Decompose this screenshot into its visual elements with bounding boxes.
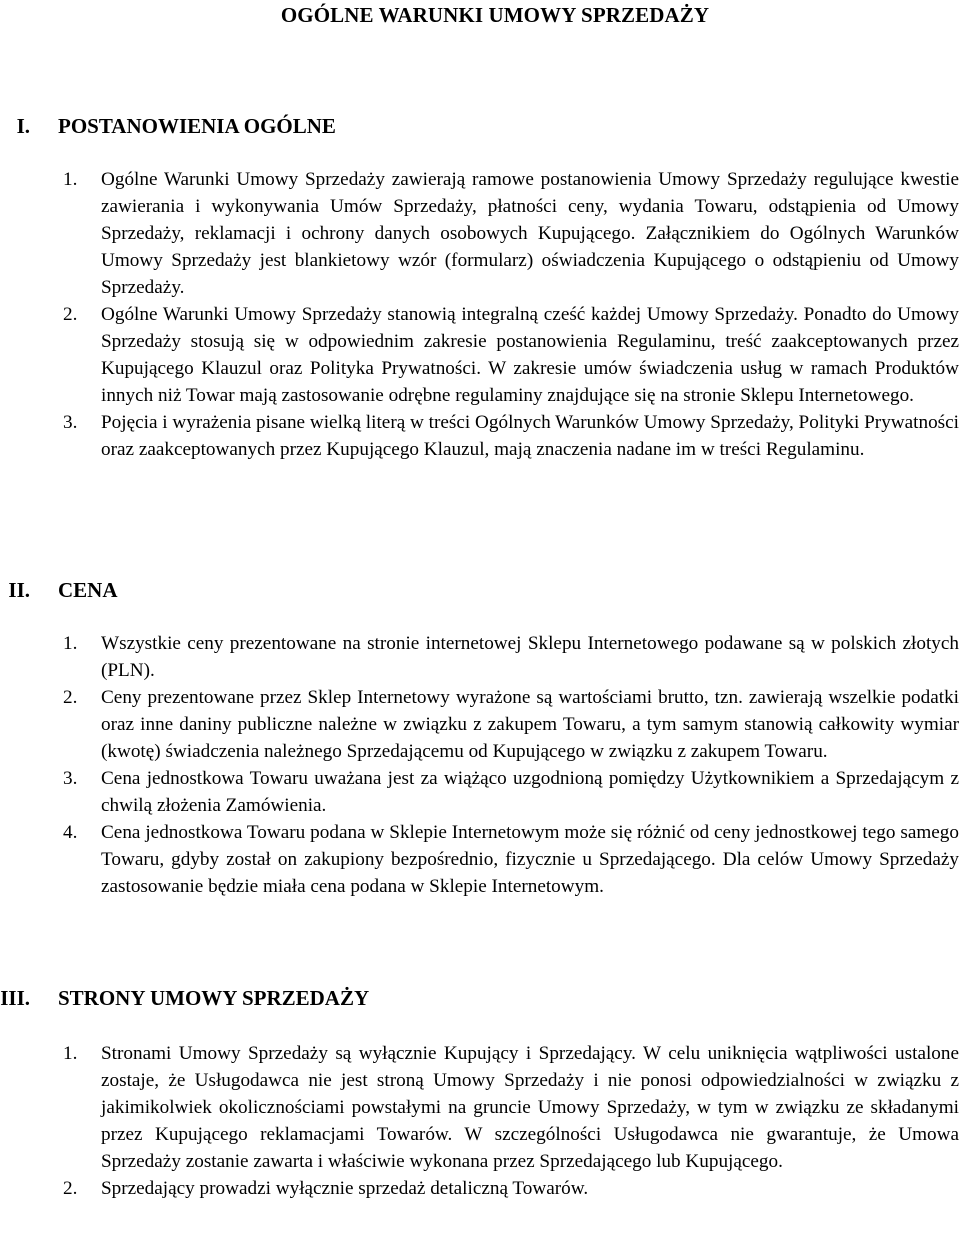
item-text: Stronami Umowy Sprzedaży są wyłącznie Kupujący i Sprzedający. W celu uniknięcia wątpliwości ustalone zostaje, że Usługodawca nie jest stroną Umowy Sprzedaży i nie ponosi odpowiedzialności w związku z jakimikolwiek okolicznościami powstałymi na gruncie Umowy Sprzedaży, w tym w związku ze składanymi przez Kupującego reklamacjami Towarów. W szczególności Usługodawca nie gwarantuje, że Umowa Sprzedaży zostanie zawarta i właściwie wykonana przez Sprzedającego lub Kupującego. xyxy=(101,1043,959,1172)
list-item xyxy=(0,1175,959,1202)
item-text: Sprzedający prowadzi wyłącznie sprzedaż detaliczną Towarów. xyxy=(101,1178,589,1199)
list-item xyxy=(0,819,959,900)
item-number: 2. xyxy=(63,304,78,325)
item-text: Ceny prezentowane przez Sklep Internetowy wyrażone są wartościami brutto, tzn. zawierają wszelkie podatki oraz inne daniny publiczne należne w związku z zakupem Towaru, a tym samym stanowią całkowity wymiar (kwotę) świadczenia należnego Sprzedającemu od Kupującego w związku z zakupem Towaru. xyxy=(101,687,959,762)
item-number: 1. xyxy=(63,1043,78,1064)
item-number: 3. xyxy=(63,412,78,433)
section-heading xyxy=(0,576,960,604)
list-item xyxy=(0,166,959,301)
item-number: 1. xyxy=(63,169,78,190)
section-heading xyxy=(0,112,960,140)
item-number: 3. xyxy=(63,768,78,789)
list-item xyxy=(0,765,959,819)
list-item xyxy=(0,1040,959,1175)
item-number: 2. xyxy=(63,1178,78,1199)
section-heading xyxy=(0,984,960,1012)
item-text: Ogólne Warunki Umowy Sprzedaży zawierają ramowe postanowienia Umowy Sprzedaży regulujące kwestie zawierania i wykonywania Umów Sprzedaży, płatności ceny, wydania Towaru, odstąpienia od Umowy Sprzedaży, reklamacji i ochrony danych osobowych Kupującego. Załącznikiem do Ogólnych Warunków Umowy Sprzedaży jest blankietowy wzór (formularz) oświadczenia Kupującego o odstąpieniu od Umowy Sprzedaży. xyxy=(101,169,959,298)
item-number: 1. xyxy=(63,633,78,654)
section-number: III. xyxy=(0,986,30,1010)
item-number: 4. xyxy=(63,822,78,843)
section-title: CENA xyxy=(58,578,118,602)
section-title: POSTANOWIENIA OGÓLNE xyxy=(58,114,336,138)
section-number: I. xyxy=(16,114,30,138)
list-item xyxy=(0,409,959,463)
section-price xyxy=(0,576,960,604)
item-text: Pojęcia i wyrażenia pisane wielką literą w treści Ogólnych Warunków Umowy Sprzedaży, Polityki Prywatności oraz zaakceptowanych przez Kupującego Klauzul, mają znaczenia nadane im w treści Regulaminu. xyxy=(101,412,959,460)
section-parties xyxy=(0,984,960,1012)
document-title: OGÓLNE WARUNKI UMOWY SPRZEDAŻY xyxy=(280,3,710,27)
section-general-provisions-items xyxy=(0,166,960,463)
item-text: Ogólne Warunki Umowy Sprzedaży stanowią integralną cześć każdej Umowy Sprzedaży. Ponadto do Umowy Sprzedaży stosują się w odpowiednim zakresie postanowienia Regulaminu, treść zaakceptowanych przez Kupującego Klauzul oraz Polityka Prywatności. W zakresie umów świadczenia usług w ramach Produktów innych niż Towar mają zastosowanie odrębne regulaminy znajdujące się na stronie Sklepu Internetowego. xyxy=(101,304,959,406)
list-item xyxy=(0,684,959,765)
item-number: 2. xyxy=(63,687,78,708)
section-number: II. xyxy=(8,578,30,602)
section-price-items xyxy=(0,630,960,900)
list-item xyxy=(0,630,959,684)
item-text: Cena jednostkowa Towaru uważana jest za wiążąco uzgodnioną pomiędzy Użytkownikiem a Sprzedającym z chwilą złożenia Zamówienia. xyxy=(101,768,959,816)
item-text: Wszystkie ceny prezentowane na stronie internetowej Sklepu Internetowego podawane są w polskich złotych (PLN). xyxy=(101,633,959,681)
section-general-provisions xyxy=(0,112,960,140)
item-text: Cena jednostkowa Towaru podana w Sklepie Internetowym może się różnić od ceny jednostkowej tego samego Towaru, gdyby został on zakupiony bezpośrednio, fizycznie u Sprzedającego. Dla celów Umowy Sprzedaży zastosowanie będzie miała cena podana w Sklepie Internetowym. xyxy=(101,822,959,897)
section-parties-items xyxy=(0,1040,960,1202)
list-item xyxy=(0,301,959,409)
section-title: STRONY UMOWY SPRZEDAŻY xyxy=(58,986,370,1010)
